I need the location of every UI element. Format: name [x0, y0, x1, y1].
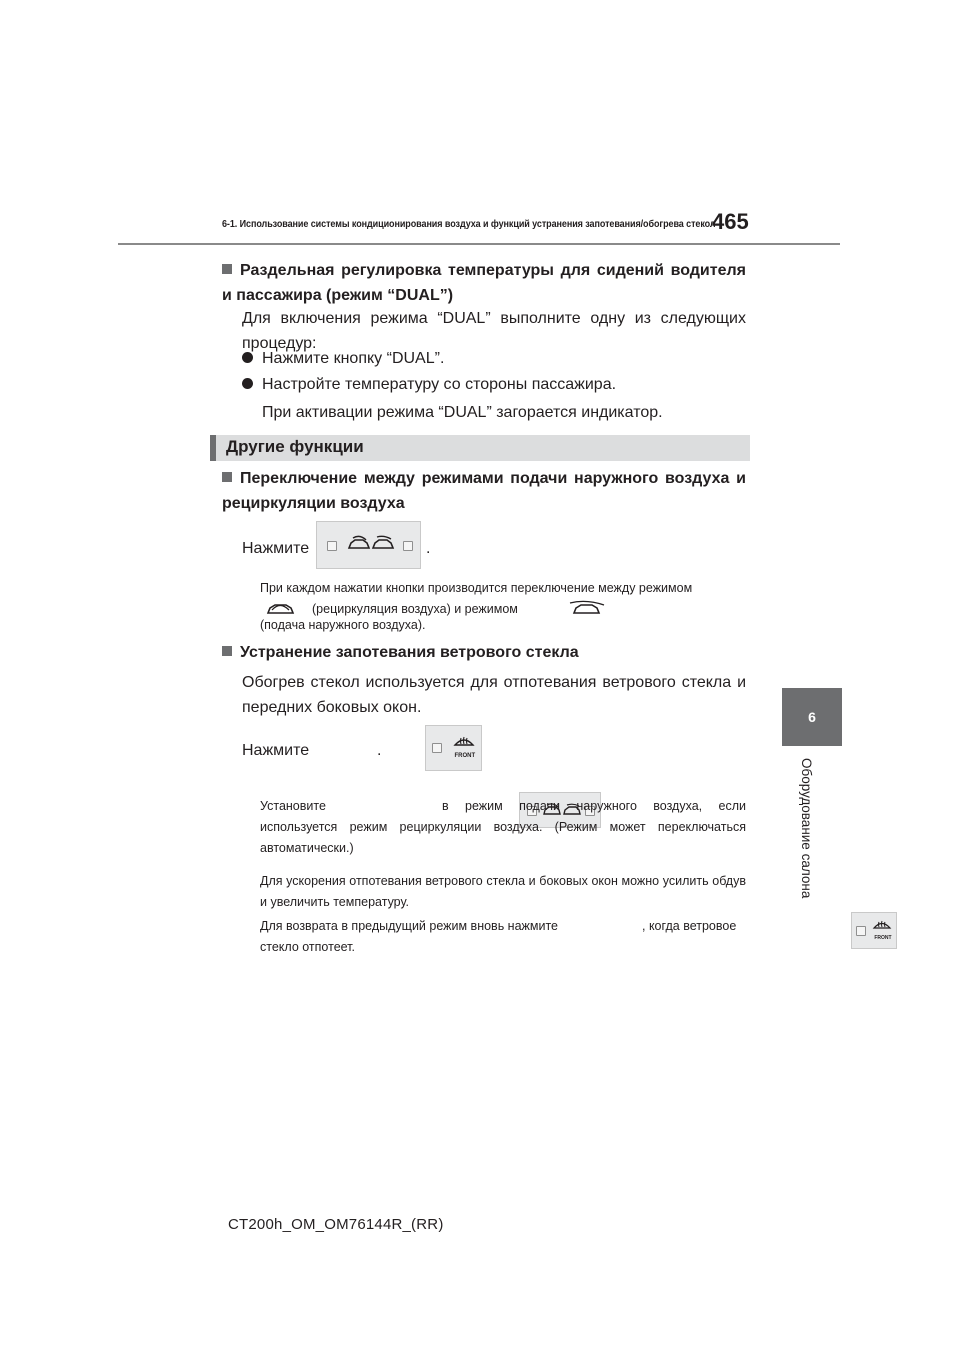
square-bullet-icon: [222, 472, 232, 482]
chapter-section-title: 6-1. Использование системы кондиционирования воздуха и функций устранения запотевания/обогрева стекол: [222, 218, 716, 230]
section-header-other-functions: [210, 435, 750, 461]
defroster-icon: [872, 918, 892, 931]
document-code: CT200h_OM_OM76144R_(RR): [228, 1216, 444, 1233]
defog-note1-rest: в режим подачи наружного воздуха, если используется режим рециркуляции воздуха. (Режим может переключаться автоматически.): [260, 799, 746, 855]
round-bullet-icon: [242, 352, 253, 363]
front-button-label: FRONT: [874, 934, 892, 941]
dual-bullet-2: Настройте температуру со стороны пассажира.: [242, 372, 746, 397]
dual-intro: Для включения режима “DUAL” выполните одну из следующих процедур:: [242, 310, 746, 352]
round-bullet-icon: [242, 378, 253, 389]
dual-note: При активации режима “DUAL” загорается индикатор.: [262, 404, 663, 421]
defog-heading: Устранение запотевания ветрового стекла: [222, 640, 746, 665]
indicator-icon: [856, 926, 866, 936]
indicator-icon: [432, 743, 442, 753]
recirc-press-text: Нажмите: [242, 540, 310, 557]
defog-note1-start: Установите: [260, 799, 326, 813]
defog-note3-start: Для возврата в предыдущий режим вновь нажмите: [260, 919, 559, 933]
recirc-heading: Переключение между режимами подачи наружного воздуха и рециркуляции воздуха: [222, 470, 746, 512]
defog-press-end: .: [377, 742, 382, 759]
air-intake-button-icon: [316, 521, 421, 569]
defog-note3-mid: , когда ветровое: [642, 919, 737, 933]
chapter-side-label: [796, 758, 816, 908]
dual-bullet-1: Нажмите кнопку “DUAL”.: [242, 346, 746, 371]
front-defroster-button-icon: [851, 912, 897, 949]
recirc-note-line2: (рециркуляция воздуха) и режимом: [312, 602, 518, 616]
section-title: Другие функции: [226, 437, 364, 456]
header-divider: [118, 243, 840, 245]
indicator-icon: [403, 541, 413, 551]
defog-note3-end: стекло отпотеет.: [260, 940, 355, 954]
square-bullet-icon: [222, 646, 232, 656]
recirc-press-end: .: [426, 540, 431, 557]
page-number: 465: [712, 209, 749, 234]
dual-heading: Раздельная регулировка температуры для сидений водителя и пассажира (режим “DUAL”): [222, 262, 746, 304]
recirc-note-line3: (подача наружного воздуха).: [260, 618, 426, 632]
chapter-title: Оборудование салона: [799, 758, 814, 899]
chapter-tab: [782, 688, 842, 746]
recirc-note-line1: При каждом нажатии кнопки производится переключение между режимом: [260, 581, 693, 595]
front-defroster-button-icon: [425, 725, 482, 771]
square-bullet-icon: [222, 264, 232, 274]
indicator-icon: [327, 541, 337, 551]
chapter-number: 6: [808, 709, 816, 725]
front-button-label: FRONT: [454, 753, 476, 759]
defog-press-text: Нажмите: [242, 742, 310, 759]
car-icon: [347, 535, 395, 553]
defog-intro: Обогрев стекол используется для отпотевания ветрового стекла и передних боковых окон.: [242, 674, 746, 716]
defog-note2: Для ускорения отпотевания ветрового стекла и боковых окон можно усилить обдув и увеличить температуру.: [260, 874, 746, 909]
defroster-icon: [452, 733, 476, 749]
